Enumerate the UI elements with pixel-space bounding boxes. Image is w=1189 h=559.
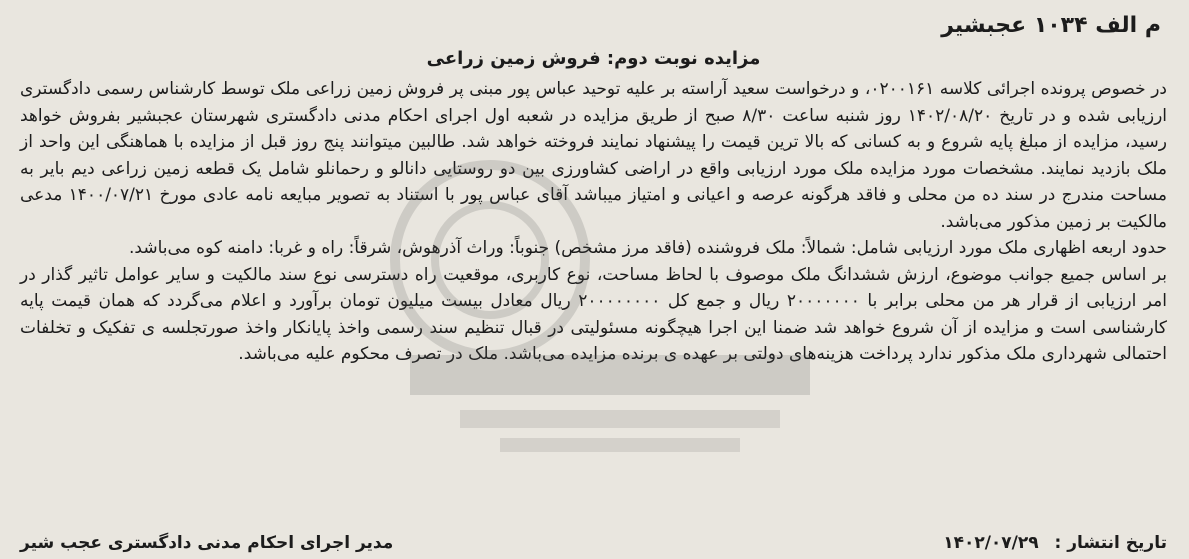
- signature: مدیر اجرای احکام مدنی دادگستری عجب شیر: [20, 533, 394, 553]
- publish-date-label: تاریخ انتشار :: [1054, 533, 1167, 553]
- paragraph-auction-details: در خصوص پرونده اجرائی کلاسه ۰۲۰۰۱۶۱، و درخواست سعید آراسته بر علیه توحید عباس پور مبنی پر فروش زمین زراعی ملک توسط کارشناس رسمی دادگستری ارزیابی شده و در تاریخ ۱۴۰۲/۰۸/۲۰ روز شنبه ساعت ۸/۳۰ صبح از طریق مزایده در شعبه اول اجرای احکام مدنی دادگستری شهرستان عجبشیر بفروش خواهد رسید، مزایده از مبلغ پایه شروع و به کسانی که بالا ترین قیمت را پیشنهاد نمایند فروخته خواهد شد. طالبین میتوانند پنج روز قبل از مزایده با هماهنگی این واحد از ملک بازدید نمایند. مشخصات مورد مزایده ملک مورد ارزیابی واقع در اراضی کشاورزی بین دو روستایی دانالو و رحمانلو شامل یک قطعه زمین زراعی دیم بایر به مساحت مندرج در سند ده من محلی و فاقد هرگونه عرصه و اعیانی و امتیاز میباشد آقای عباس پور با استناد به تصویر مبایعه نامه عادی مورخ ۱۴۰۰/۰۷/۲۱ مدعی مالکیت بر زمین مذکور می‌باشد.: [20, 79, 1168, 232]
- notice-heading: مزایده نوبت دوم: فروش زمین زراعی: [426, 48, 761, 69]
- publish-date-block: [943, 533, 1167, 553]
- notice-footer: [20, 533, 1167, 553]
- publish-date-value: ۱۴۰۲/۰۷/۲۹: [943, 533, 1039, 553]
- paragraph-boundaries: حدود اربعه اظهاری ملک مورد ارزیابی شامل: شمالاً: ملک فروشنده (فاقد مرز مشخص) جنوباً: وراث آذرهوش، شرقاً: راه و غربا: دامنه کوه می‌باشد.: [129, 238, 1167, 258]
- paragraph-valuation: بر اساس جمیع جوانب موضوع، ارزش ششدانگ ملک موصوف با لحاظ مساحت، نوع کاربری، موقعیت راه دسترسی نوع سند مالکیت و سایر عوامل تاثیر گذار در امر ارزیابی از قرار هر من محلی برابر با ۲۰۰۰۰۰۰۰ ریال و جمع کل ۲۰۰۰۰۰۰۰۰ ریال معادل بیست میلیون تومان برآورد و اعلام می‌گردد که همان قیمت پایه کارشناسی است و مزایده از آن شروع خواهد شد ضمنا این اجرا هیچگونه مسئولیتی در قبال تنظیم سند رسمی واخذ پایانکار واخذ صورتجلسه ی تفکیک و تخلفات احتمالی شهرداری ملک مذکور ندارد پرداخت هزینه‌های دولتی بر عهده ی برنده مزایده می‌باشد. ملک در تصرف محکوم علیه می‌باشد.: [20, 264, 1167, 364]
- notice-body: [20, 76, 1167, 368]
- notice-code: م الف ۱۰۳۴ عجبشیر: [941, 13, 1161, 38]
